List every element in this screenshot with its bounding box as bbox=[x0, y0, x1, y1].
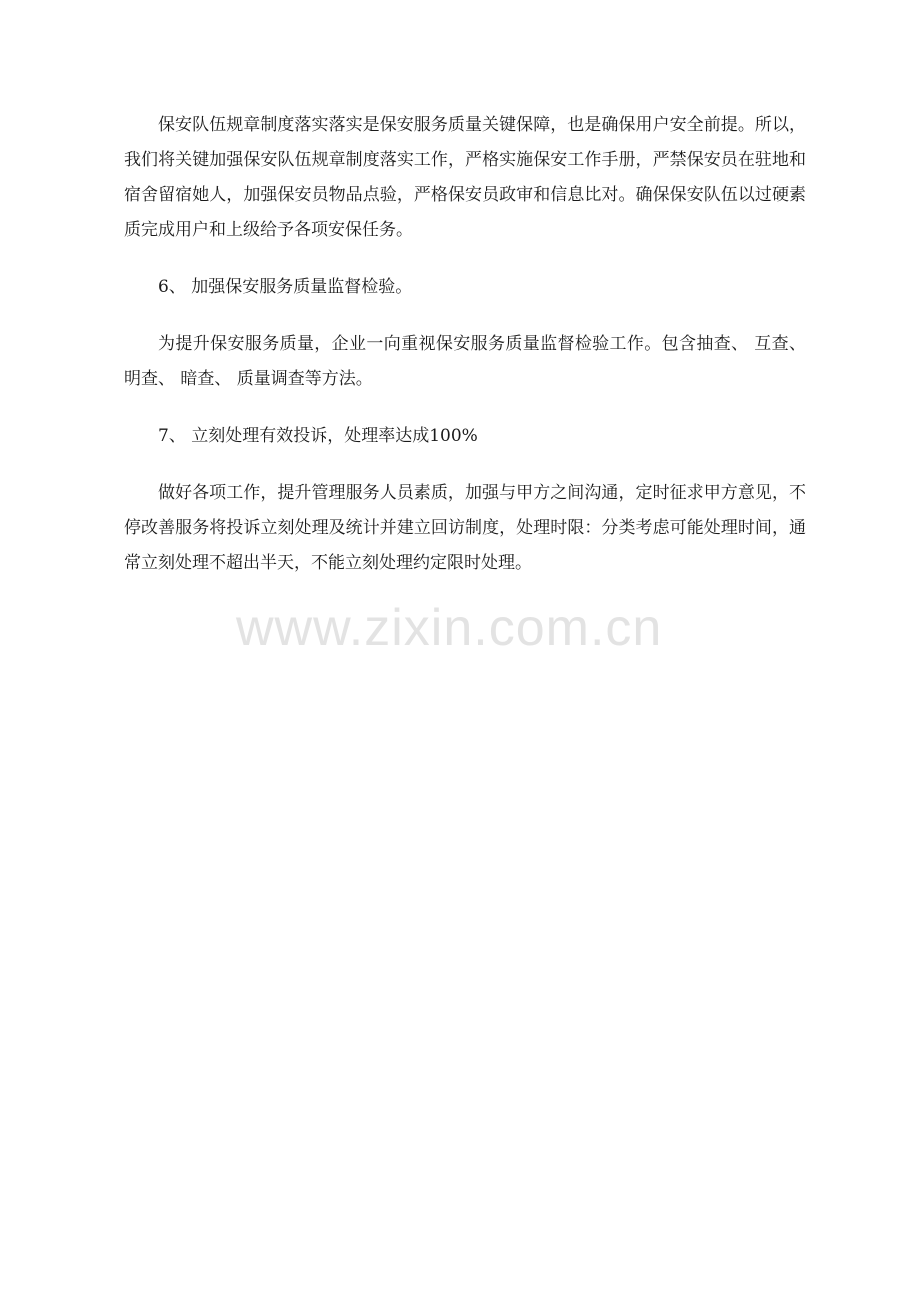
section-heading-6: 6、 加强保安服务质量监督检验。 bbox=[158, 277, 413, 297]
document-body bbox=[124, 108, 806, 581]
paragraph-complaint-handling: 做好各项工作，提升管理服务人员素质，加强与甲方之间沟通，定时征求甲方意见，不停改善服务将投诉立刻处理及统计并建立回访制度，处理时限：分类考虑可能处理时间，通常立刻处理不超出半天，不能立刻处理约定限时处理。 bbox=[124, 483, 806, 573]
section-heading-7: 7、 立刻处理有效投诉，处理率达成100% bbox=[158, 426, 478, 446]
paragraph-quality-inspection: 为提升保安服务质量，企业一向重视保安服务质量监督检验工作。包含抽查、 互查、 明查、 暗查、 质量调查等方法。 bbox=[124, 334, 806, 389]
paragraph-security-rules: 保安队伍规章制度落实落实是保安服务质量关键保障，也是确保用户安全前提。所以，我们将关键加强保安队伍规章制度落实工作，严格实施保安工作手册，严禁保安员在驻地和宿舍留宿她人，加强保安员物品点验，严格保安员政审和信息比对。确保保安队伍以过硬素质完成用户和上级给予各项安保任务。 bbox=[124, 115, 806, 240]
watermark-text: www.zixin.com.cn bbox=[236, 599, 663, 657]
